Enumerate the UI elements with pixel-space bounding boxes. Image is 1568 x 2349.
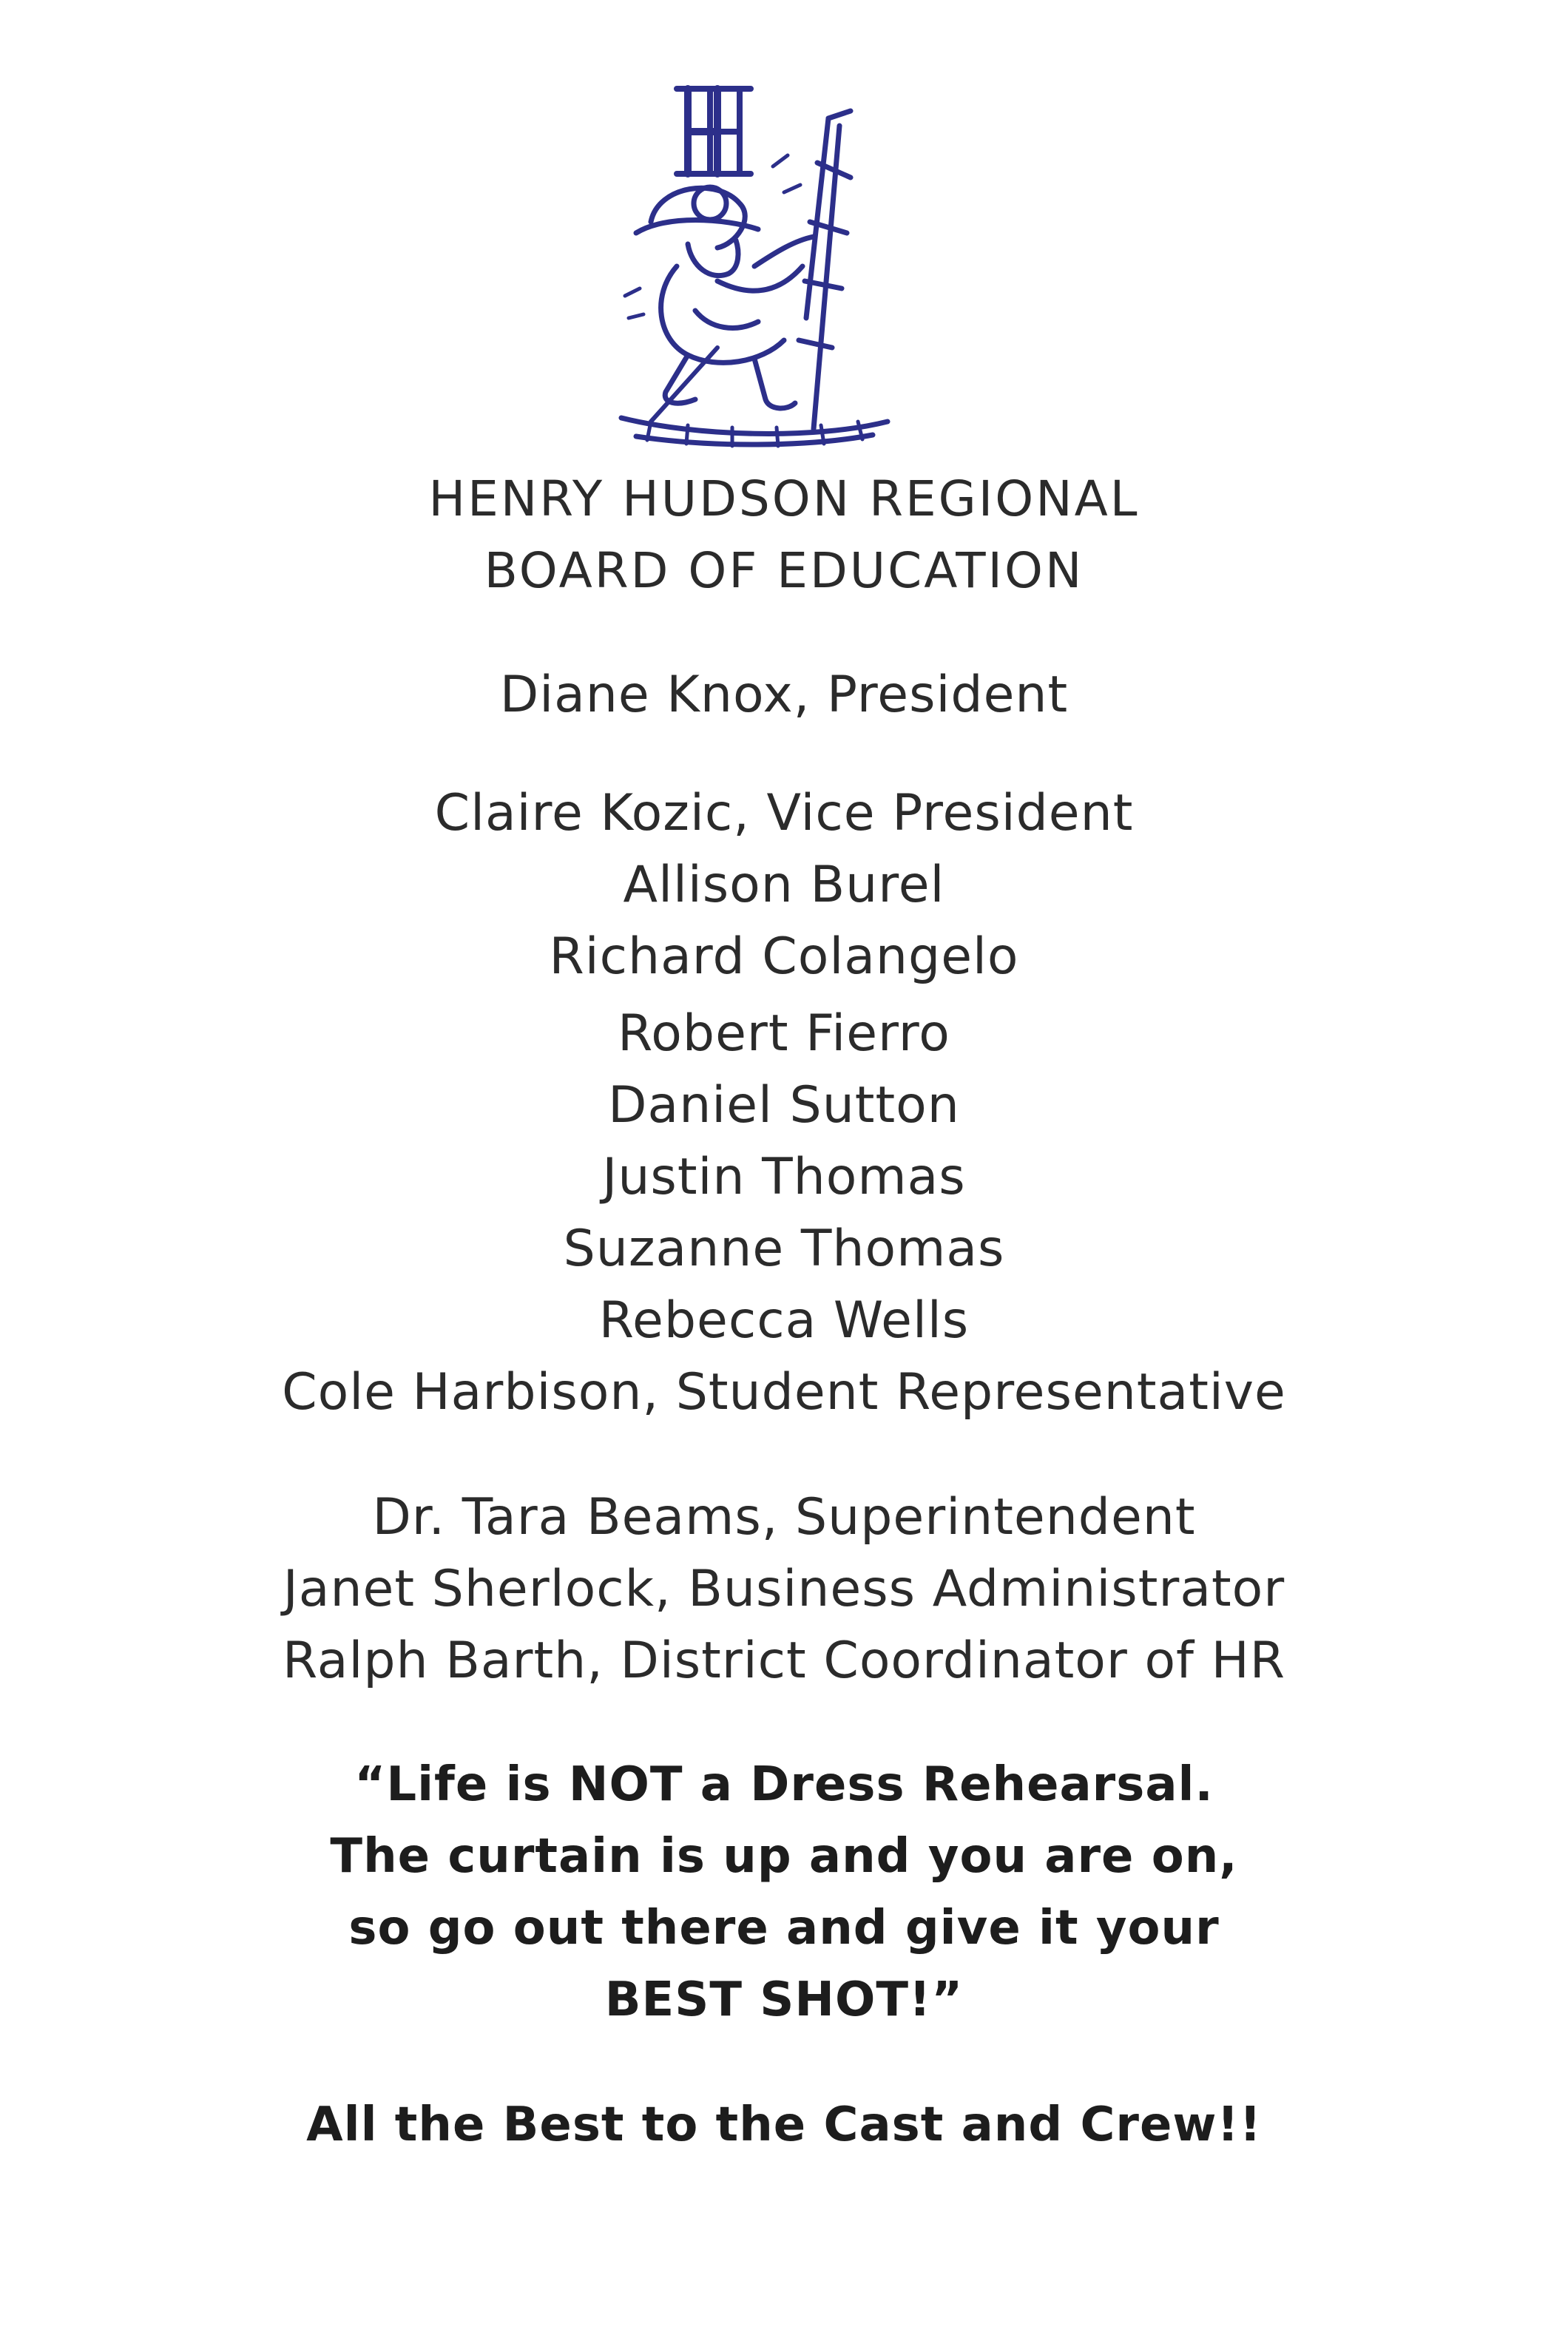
board-member: Daniel Sutton	[608, 1076, 960, 1135]
quote-line: BEST SHOT!”	[604, 1973, 964, 2027]
board-member: Robert Fierro	[618, 1004, 950, 1063]
administrator: Dr. Tara Beams, Superintendent	[372, 1488, 1196, 1547]
quote-line: The curtain is up and you are on,	[330, 1829, 1238, 1884]
board-member: Justin Thomas	[602, 1148, 966, 1206]
board-name-line1: HENRY HUDSON REGIONAL	[428, 470, 1140, 527]
board-member: Rebecca Wells	[598, 1291, 970, 1350]
board-president: Diane Knox, President	[499, 666, 1069, 724]
board-member: Cole Harbison, Student Representative	[282, 1363, 1286, 1422]
henry-hudson-logo	[606, 74, 917, 451]
quote-line: so go out there and give it your	[348, 1901, 1220, 1956]
administrator: Janet Sherlock, Business Administrator	[283, 1560, 1285, 1618]
board-member: Claire Kozic, Vice President	[434, 784, 1134, 842]
board-member: Richard Colangelo	[549, 927, 1019, 986]
board-name-line2: BOARD OF EDUCATION	[484, 542, 1084, 599]
board-member: Suzanne Thomas	[563, 1220, 1005, 1278]
administrator: Ralph Barth, District Coordinator of HR	[283, 1632, 1285, 1690]
closing-message: All the Best to the Cast and Crew!!	[306, 2098, 1262, 2152]
henry-hudson-emblem-icon	[606, 74, 917, 451]
quote-line: “Life is NOT a Dress Rehearsal.	[354, 1757, 1214, 1812]
board-member: Allison Burel	[623, 856, 945, 914]
